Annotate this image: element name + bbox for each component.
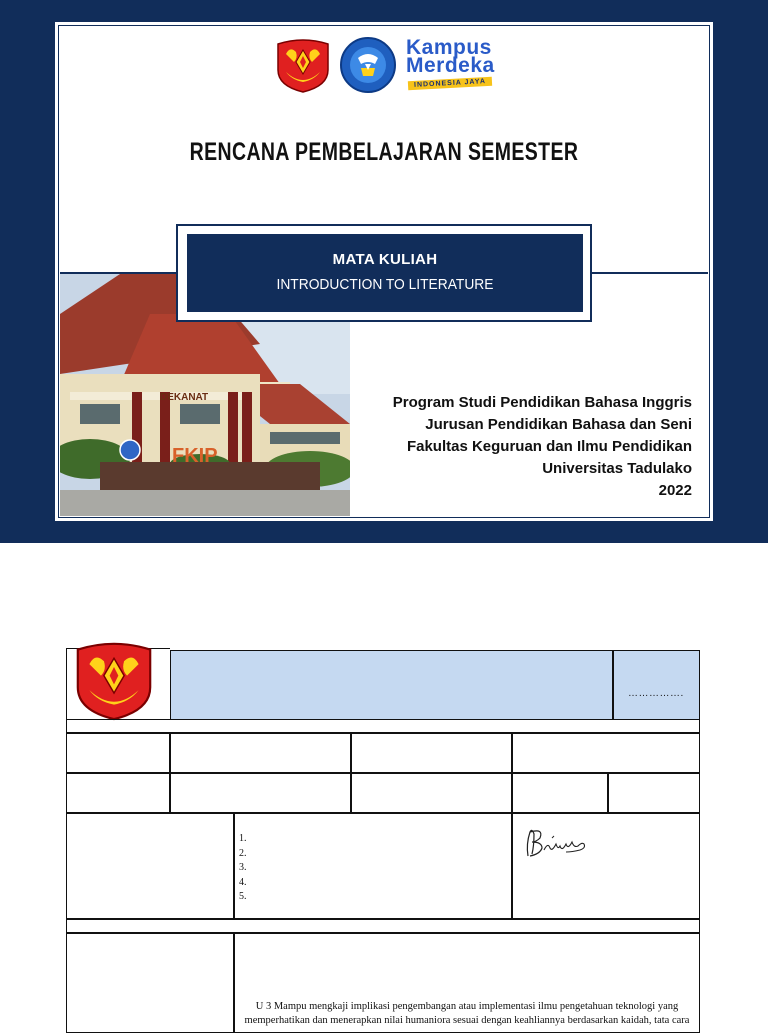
mata-kuliah-box [187,234,583,312]
form-cell [234,813,512,919]
form-cell [608,773,700,813]
mata-kuliah-name: INTRODUCTION TO LITERATURE [276,276,494,293]
list-item: 4. [239,876,247,888]
form-cell [66,733,170,773]
svg-text:DEKANAT: DEKANAT [160,392,209,403]
universitas: Universitas Tadulako [542,460,692,477]
untad-logo-icon [274,36,332,94]
separator-row [66,719,700,733]
separator-row [66,919,700,933]
list-item: 2. [239,847,247,859]
mata-kuliah-label: MATA KULIAH [332,251,438,268]
header-code-cell [613,650,700,720]
kemdikbud-tut-wuri-handayani-icon [339,36,397,94]
form-cell [351,773,512,813]
list-item: 3. [239,862,247,873]
form-cell [512,733,700,773]
form-cell [170,733,351,773]
untad-logo-icon [70,638,158,722]
kampus-merdeka-logo [406,36,516,94]
svg-text:FKIP: FKIP [172,445,218,467]
signature-icon [522,826,592,860]
list-item: 5. [239,891,247,902]
form-cell [66,813,234,919]
form-cell [351,733,512,773]
form-cell [66,933,234,1033]
list-item: 1. [239,833,247,844]
u3-text-line1: U 3 Mampu mengkaji implikasi pengembangan atau implementasi ilmu pengetahuan teknologi yang [255,1001,679,1012]
form-cell [512,773,608,813]
numbered-list [239,832,247,905]
form-cell [66,773,170,813]
kampus-merdeka-line1: Kampus [406,36,492,59]
fakultas: Fakultas Keguruan dan Ilmu Pendidikan [406,438,692,455]
jurusan: Jurusan Pendidikan Bahasa dan Seni [425,416,692,433]
kampus-merdeka-tagline: INDONESIA JAYA [408,77,492,90]
form-cell [170,773,351,813]
code-placeholder: ……………. [628,688,684,699]
u3-text-line2: memperhatikan dan menerapkan nilai humaniora sesuai dengan keahliannya berdasarkan kaidah, tata cara [244,1015,690,1026]
year: 2022 [658,482,692,499]
program-studi: Program Studi Pendidikan Bahasa Inggris [392,394,692,411]
header-title-cell [170,650,613,720]
document-title: RENCANA PEMBELAJARAN SEMESTER [189,138,579,166]
kampus-merdeka-line2: Merdeka [406,54,495,77]
